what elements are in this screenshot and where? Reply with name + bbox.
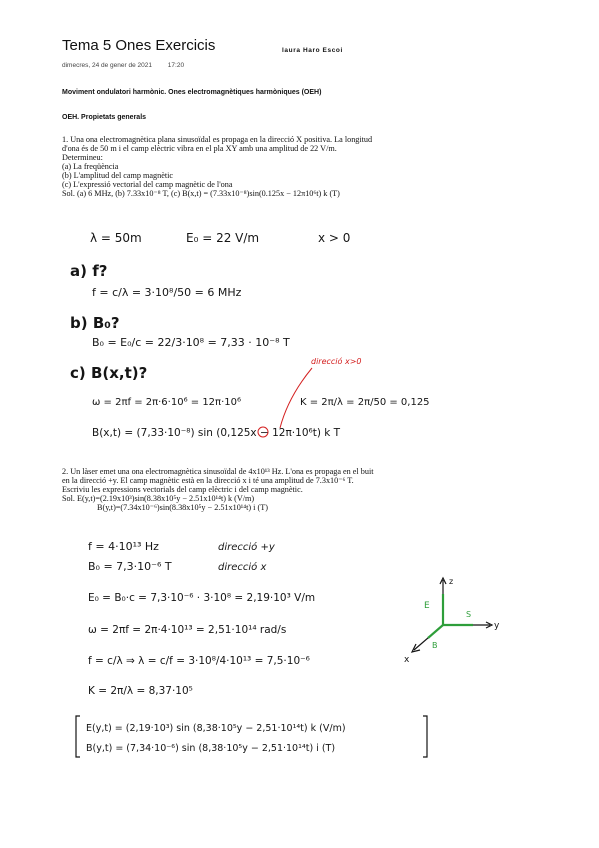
- problem-2-solution: Sol. E(y,t)=(2.19x10³)sin(8.38x10⁵y − 2.51x10¹⁴t) k (V/m): [62, 494, 255, 503]
- result-bracket-left: [76, 716, 80, 757]
- hw-part-a-calc: f = c/λ = 3·10⁸/50 = 6 MHz: [92, 286, 242, 299]
- problem-1-line: (a) La freqüència: [62, 162, 119, 171]
- hw-k-2: K = 2π/λ = 8,37·10⁵: [88, 685, 193, 697]
- problem-2-line: 2. Un làser emet una ona electromagnètica sinusoïdal de 4x10¹³ Hz. L'ona es propaga en el buit: [62, 467, 374, 476]
- hw-e0: E₀ = B₀·c = 7,3·10⁻⁶ · 3·10⁸ = 2,19·10³ V/m: [88, 592, 316, 604]
- problem-1-line: (c) L'expressió vectorial del camp magnètic de l'ona: [62, 180, 233, 189]
- hw-part-a-label: a) f?: [70, 262, 108, 280]
- time: 17:20: [167, 62, 185, 69]
- problem-2-line: Escriviu les expressions vectorials del camp elèctric i del camp magnètic.: [62, 485, 303, 494]
- hw-omega: ω = 2πf = 2π·6·10⁶ = 12π·10⁶: [92, 397, 241, 408]
- date: dimecres, 24 de gener de 2021: [62, 62, 152, 69]
- e-vector-label: E: [424, 601, 430, 611]
- hw-b0-note: direcció x: [218, 562, 267, 573]
- result-bracket-right: [423, 716, 427, 757]
- y-axis-label: y: [494, 621, 500, 631]
- hw-part-c-label: c) B(x,t)?: [70, 364, 148, 382]
- author-name: laura Haro Escoi: [282, 47, 343, 54]
- s-vector-label: S: [466, 610, 472, 619]
- hw-frequency-note: direcció +y: [218, 542, 275, 553]
- hw-k: K = 2π/λ = 2π/50 = 0,125: [300, 397, 430, 408]
- hw-omega-2: ω = 2πf = 2π·4·10¹³ = 2,51·10¹⁴ rad/s: [88, 624, 287, 636]
- hw-b-result: B(x,t) = (7,33·10⁻⁸) sin (0,125x − 12π·10⁶t) k T: [92, 427, 341, 439]
- problem-2-solution: B(y,t)=(7.34x10⁻⁶)sin(8.38x10⁵y − 2.51x10¹⁴t) i (T): [97, 503, 268, 512]
- z-axis-label: z: [449, 577, 454, 586]
- axes-diagram: [404, 577, 500, 665]
- problem-1-line: d'ona és de 50 m i el camp elèctric vibra en el pla XY amb una amplitud de 22 V/m.: [62, 144, 337, 153]
- subsection-heading: OEH. Propietats generals: [62, 114, 147, 121]
- problem-1-line: (b) L'amplitud del camp magnètic: [62, 171, 174, 180]
- hw-given-direction: x > 0: [318, 231, 351, 245]
- page-title: Tema 5 Ones Exercicis: [62, 37, 216, 54]
- problem-1-line: Determineu:: [62, 153, 103, 162]
- hw-given-lambda: λ = 50m: [90, 231, 142, 245]
- section-heading: Moviment ondulatori harmònic. Ones electromagnètiques harmòniques (OEH): [62, 89, 322, 96]
- hw-direction-annotation: direcció x>0: [311, 357, 362, 366]
- hw-b-result-2: B(y,t) = (7,34·10⁻⁶) sin (8,38·10⁵y − 2,51·10¹⁴t) i (T): [86, 743, 336, 754]
- hw-part-b-calc: B₀ = E₀/c = 22/3·10⁸ = 7,33 · 10⁻⁸ T: [92, 336, 290, 349]
- hw-lambda: f = c/λ ⇒ λ = c/f = 3·10⁸/4·10¹³ = 7,5·10⁻⁶: [88, 655, 310, 667]
- problem-1-solution: Sol. (a) 6 MHz, (b) 7.33x10⁻⁸ T, (c) B(x,t) = (7.33x10⁻⁸)sin(0.125x − 12π10⁶t) k (T): [62, 189, 340, 198]
- hw-part-b-label: b) B₀?: [70, 314, 120, 332]
- hw-b0: B₀ = 7,3·10⁻⁶ T: [88, 560, 172, 573]
- hw-e-result: E(y,t) = (2,19·10³) sin (8,38·10⁵y − 2,51·10¹⁴t) k (V/m): [86, 723, 346, 734]
- b-vector: [428, 625, 443, 638]
- problem-1-line: 1. Una ona electromagnètica plana sinusoïdal es propaga en la direcció X positiva. La longitud: [62, 135, 373, 144]
- b-vector-label: B: [432, 641, 438, 650]
- x-axis-label: x: [404, 655, 410, 665]
- problem-2-line: en la direcció +y. El camp magnètic està en la direcció x i té una amplitud de 7.3x10⁻⁶ T.: [62, 476, 354, 485]
- hw-given-e0: E₀ = 22 V/m: [186, 231, 260, 245]
- hw-frequency: f = 4·10¹³ Hz: [88, 540, 159, 553]
